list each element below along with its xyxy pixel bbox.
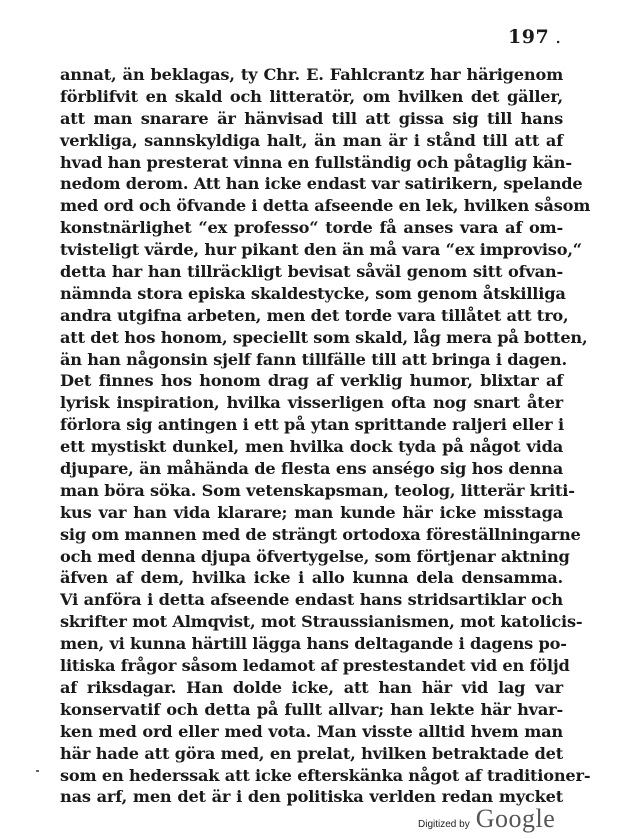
text-line: här hade att göra med, en prelat, hvilken betraktade det: [60, 743, 563, 763]
text-line: lyrisk inspiration, hvilka visserligen ofta nog snart åter: [60, 393, 563, 413]
text-line: konservatif och detta på fullt allvar; han lekte här hvar-: [60, 699, 563, 719]
text-line: med ord och öfvande i detta afseende en lek, hvilken såsom: [60, 196, 591, 216]
text-line: nämnda stora episka skaldestycke, som genom åtskilliga: [60, 283, 566, 303]
text-line: Det finnes hos honom drag af verklig humor, blixtar af: [60, 371, 563, 391]
text-line: verkliga, sannskyldiga halt, än man är i stånd till att af: [60, 130, 563, 150]
text-line: men, vi kunna härtill lägga hans deltagande i dagens po-: [60, 634, 567, 654]
text-line: af riksdagar. Han dolde icke, att han här vid lag var: [60, 677, 563, 697]
text-line: andra utgifna arbeten, men det torde vara tillåtet att tro,: [60, 305, 569, 325]
text-line: nedom derom. Att han icke endast var satirikern, spelande: [60, 174, 583, 194]
text-line: man böra söka. Som vetenskapsman, teolog, litterär kriti-: [60, 480, 575, 500]
text-line: som en hederssak att icke efterskänka något af traditioner-: [60, 765, 591, 785]
text-line: ken med ord eller med vota. Man visste alltid hvem man: [60, 721, 563, 741]
text-line: litiska frågor såsom ledamot af prestestandet vid en följd: [60, 656, 570, 676]
text-line: att man snarare är hänvisad till att gissa sig till hans: [60, 108, 563, 128]
page-number-dot: .: [555, 26, 562, 48]
text-line: än han någonsin sjelf fann tillfälle till att bringa i dagen.: [60, 349, 567, 369]
text-line: konstnärlighet “ex professo“ torde få anses vara af om-: [60, 218, 563, 238]
text-line: förblifvit en skald och litteratör, om hvilken det gäller,: [60, 86, 563, 106]
page-number: [508, 26, 562, 48]
text-line: förlora sig antingen i ett på ytan sprittande raljeri eller i: [60, 415, 564, 435]
text-line: skrifter mot Almqvist, mot Straussianismen, mot katolicis-: [60, 612, 583, 632]
text-line: hvad han presterat vinna en fullständig och påtaglig kän-: [60, 152, 572, 172]
text-line: och med denna djupa öfvertygelse, som förtjenar aktning: [60, 546, 570, 566]
body-text: [60, 64, 591, 808]
text-line: äfven af dem, hvilka icke i allo kunna dela densamma.: [60, 568, 563, 588]
text-line: kus var han vida klarare; man kunde här icke misstaga: [60, 502, 563, 522]
text-line: nas arf, men det är i den politiska verlden redan mycket: [60, 787, 563, 807]
text-line: att det hos honom, speciellt som skald, låg mera på botten,: [60, 327, 588, 347]
text-line: ett mystiskt dunkel, men hvilka dock tyda på något vida: [60, 437, 563, 457]
text-line: djupare, än måhända de flesta ens anségo sig hos denna: [60, 459, 563, 479]
digitized-watermark: [418, 804, 555, 834]
text-line: tvisteligt värde, hur pikant den än må vara “ex improviso,“: [60, 240, 582, 260]
google-logo: Google: [475, 804, 556, 833]
margin-mark: [36, 770, 39, 772]
digitized-label: Digitized by: [418, 819, 470, 830]
text-line: sig om mannen med de strängt ortodoxa föreställningarne: [60, 524, 581, 544]
text-line: detta har han tillräckligt bevisat såväl genom sitt ofvan-: [60, 262, 563, 282]
page-number-value: 197: [508, 26, 550, 48]
text-line: Vi anföra i detta afseende endast hans stridsartiklar och: [60, 590, 563, 610]
text-line: annat, än beklagas, ty Chr. E. Fahlcrantz har härigenom: [60, 65, 563, 84]
